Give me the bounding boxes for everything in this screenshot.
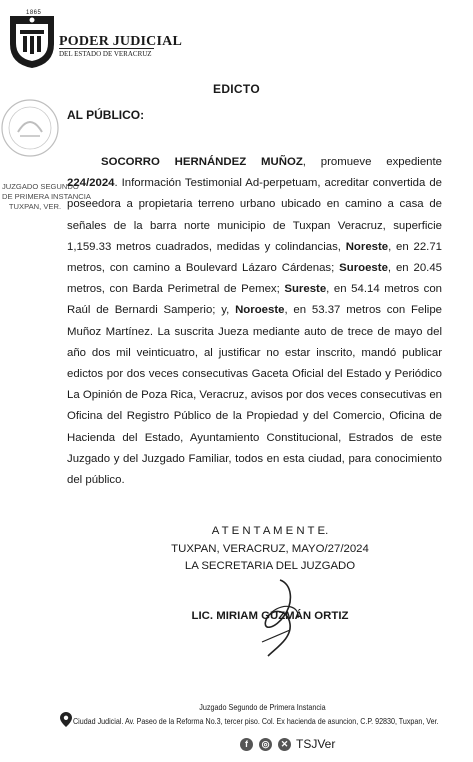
org-subtitle: DEL ESTADO DE VERACRUZ [59, 48, 154, 58]
boundary-northeast: Noreste [345, 240, 389, 253]
signer-name: LIC. MIRIAM GUZMÁN ORTIZ [191, 610, 349, 622]
judicial-shield-logo [8, 10, 56, 70]
closing-place-date: TUXPAN, VERACRUZ, MAYO/27/2024 [171, 543, 369, 555]
case-number: 224/2024 [67, 177, 115, 190]
instagram-icon[interactable]: ◎ [259, 738, 272, 751]
seal-line-1: JUZGADO SEGUNDO [2, 182, 79, 191]
boundary-northwest: Noroeste [235, 304, 285, 317]
seal-line-3: TUXPAN, VER. [8, 202, 62, 211]
org-name: PODER JUDICIAL [59, 34, 182, 49]
petitioner-name: SOCORRO HERNÁNDEZ MUÑOZ [101, 156, 303, 168]
logo-caption: 1865 [26, 10, 42, 16]
footer-court-name: Juzgado Segundo de Primera Instancia [199, 702, 326, 712]
footer-address: Ciudad Judicial. Av. Paseo de la Reforma No.3, tercer piso. Col. Ex hacienda de asuncion, C.P. 92830, Tuxpan, Ver. [73, 716, 439, 726]
addressee: AL PÚBLICO: [67, 108, 145, 122]
document-title: EDICTO [213, 82, 260, 96]
social-handle[interactable]: TSJVer [296, 737, 336, 751]
x-icon[interactable]: ✕ [278, 738, 291, 751]
closing-role: LA SECRETARIA DEL JUZGADO [184, 560, 356, 572]
closing-salutation: A T E N T A M E N T E. [211, 525, 329, 537]
seal-line-2: DE PRIMERA INSTANCIA [2, 192, 91, 201]
facebook-icon[interactable]: f [240, 738, 253, 751]
location-pin-icon [60, 712, 72, 727]
court-seal-stamp [0, 88, 66, 184]
boundary-southeast: Sureste [284, 283, 327, 296]
boundary-southwest: Suroeste [339, 262, 388, 275]
edict-body: SOCORRO HERNÁNDEZ MUÑOZ, promueve expediente 224/2024. Información Testimonial Ad-perpetuam, acreditar convertida de poseedora a propietaria terreno urbano ubicado en camino a casa de señales de la barra norte municipio de Tuxpan Veracruz, superficie 1,159.33 metros cuadrados, medidas y colindancias, Noreste, en 22.71 metros, con camino a Boulevard Lázaro Cárdenas; Suroeste, en 20.45 metros, con Barda Perimetral de Pemex; Sureste, en 54.14 metros con Raúl de Bernardi Samperio; y, Noroeste, en 53.37 metros con Felipe Muñoz Martínez. La suscrita Jueza mediante auto de trece de mayo del año dos mil veinticuatro, al justificar no estar inscrito, mandó publicar edictos por dos veces consecutivas Gaceta Oficial del Estado y Periódico La Opinión de Poza Rica, Veracruz, avisos por dos veces consecutivas en Oficina del Registro Público de la Propiedad y del Comercio, Oficina de Hacienda del Estado, Ayuntamiento Constitucional, Estrados de este Juzgado y del Juzgado Familiar, todos en esta ciudad, para conocimiento del público. [67, 156, 442, 487]
